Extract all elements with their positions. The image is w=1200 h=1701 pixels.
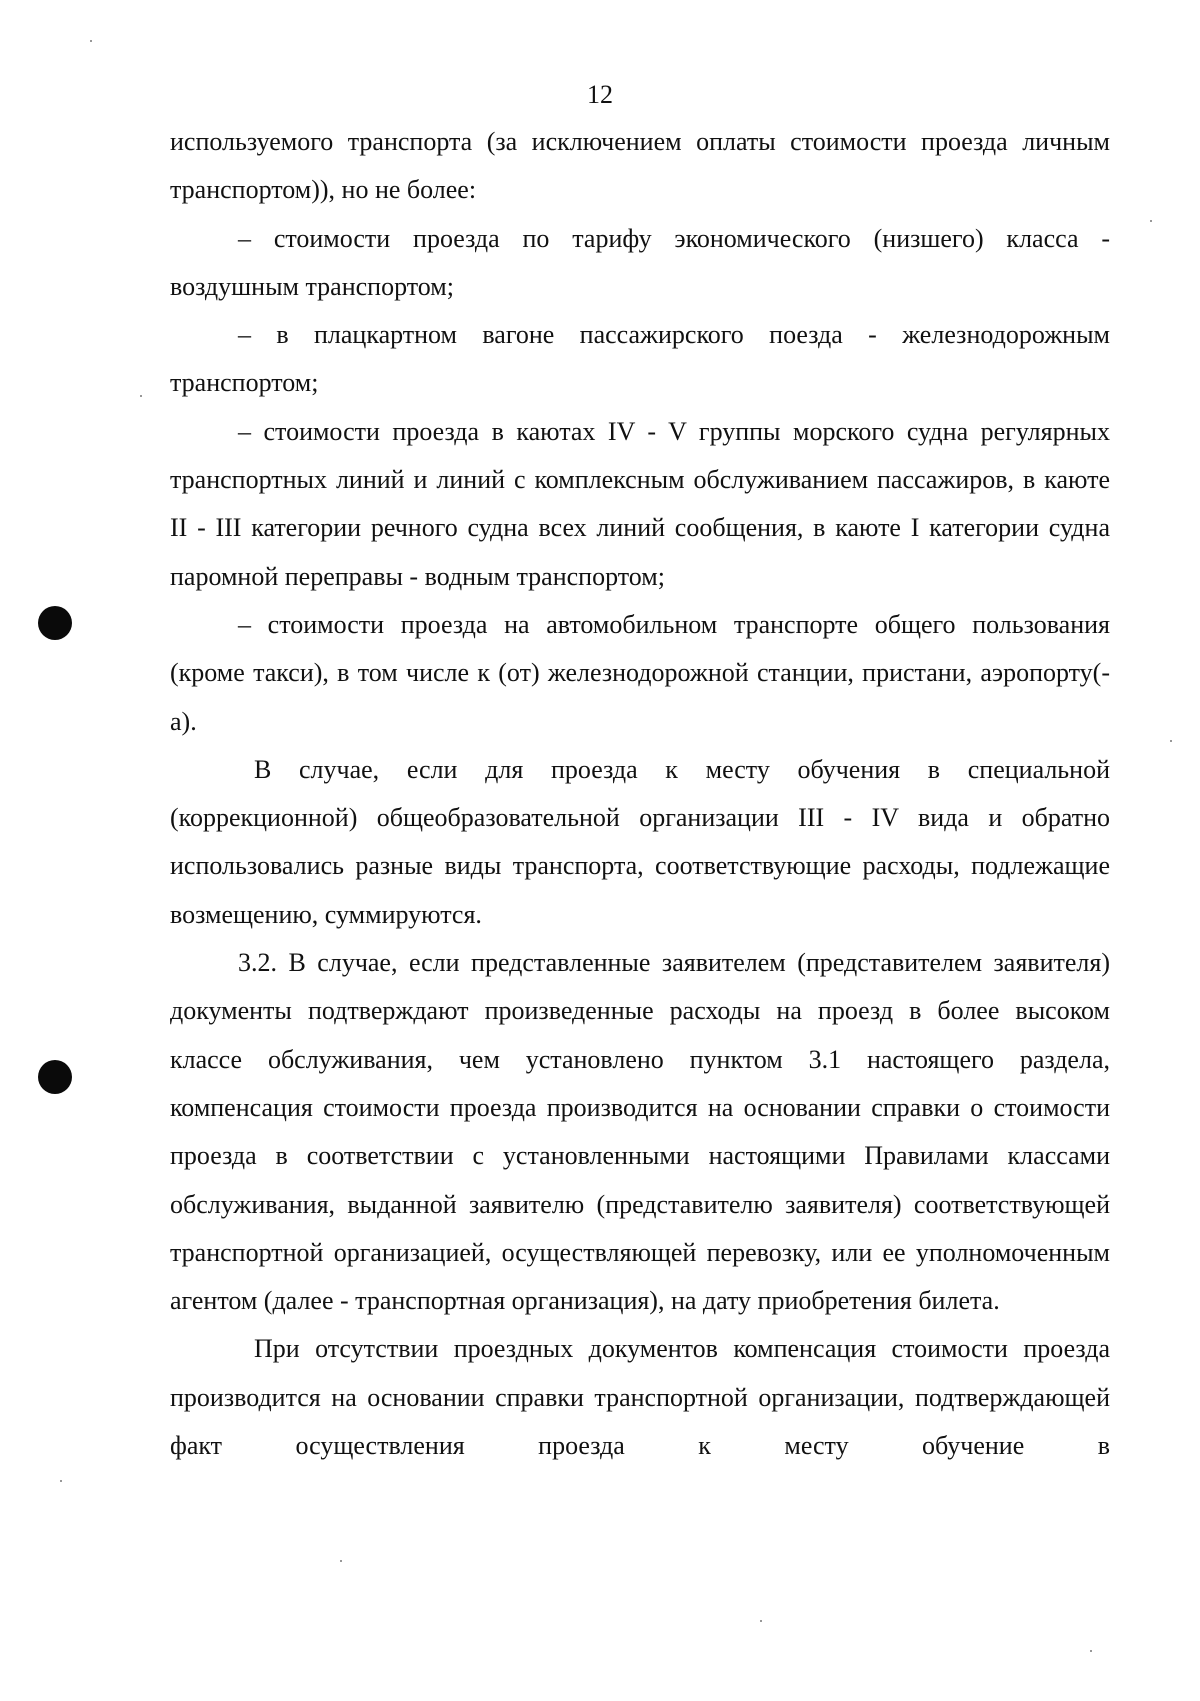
list-item-air: – стоимости проезда по тарифу экономического (низшего) класса - воздушным транспортом;: [170, 223, 1110, 301]
list-item-road: – стоимости проезда на автомобильном транспорте общего пользования (кроме такси), в том числе к (от) железнодорожной станции, пристани, аэропорту(-а).: [170, 609, 1110, 736]
punch-hole: [38, 1060, 72, 1094]
paragraph-mixed-transport: В случае, если для проезда к месту обучения в специальной (коррекционной) общеобразовательной организации III - IV вида и обратно использовались разные виды транспорта, соответствующие расходы, подлежащие возмещению, суммируются.: [170, 754, 1110, 929]
paragraph-continuation: используемого транспорта (за исключением оплаты стоимости проезда личным транспортом)), но не более:: [170, 127, 1110, 205]
scan-speck: [60, 1480, 62, 1482]
scan-speck: [140, 395, 142, 397]
scan-speck: [340, 1560, 342, 1562]
scan-speck: [90, 40, 92, 42]
list-item-rail: – в плацкартном вагоне пассажирского поезда - железнодорожным транспортом;: [170, 320, 1110, 398]
scan-speck: [1150, 220, 1152, 222]
paragraph-3-2: 3.2. В случае, если представленные заявителем (представителем заявителя) документы подтверждают произведенные расходы на проезд в более высоком классе обслуживания, чем установлено пунктом 3.1 настоящего раздела, компенсация стоимости проезда производится на основании справки о стоимости проезда в соответствии с установленными настоящими Правилами классами обслуживания, выданной заявителю (представителю заявителя) соответствующей транспортной организацией, осуществляющей перевозку, или ее уполномоченным агентом (далее - транспортная организация), на дату приобретения билета.: [170, 948, 1110, 1316]
list-item-water: – стоимости проезда в каютах IV - V группы морского судна регулярных транспортных линий и линий с комплексным обслуживанием пассажиров, в каюте II - III категории речного судна всех линий сообщения, в каюте I категории судна паромной переправы - водным транспортом;: [170, 416, 1110, 591]
scan-speck: [1090, 1650, 1092, 1652]
page-number: 12: [587, 80, 613, 109]
scan-speck: [760, 1620, 762, 1622]
scan-speck: [1170, 740, 1172, 742]
punch-hole: [38, 606, 72, 640]
document-body: [170, 118, 1110, 1470]
paragraph-no-tickets: При отсутствии проездных документов компенсация стоимости проезда производится на основании справки транспортной организации, подтверждающей факт осуществления проезда к месту обучение в: [170, 1334, 1110, 1461]
